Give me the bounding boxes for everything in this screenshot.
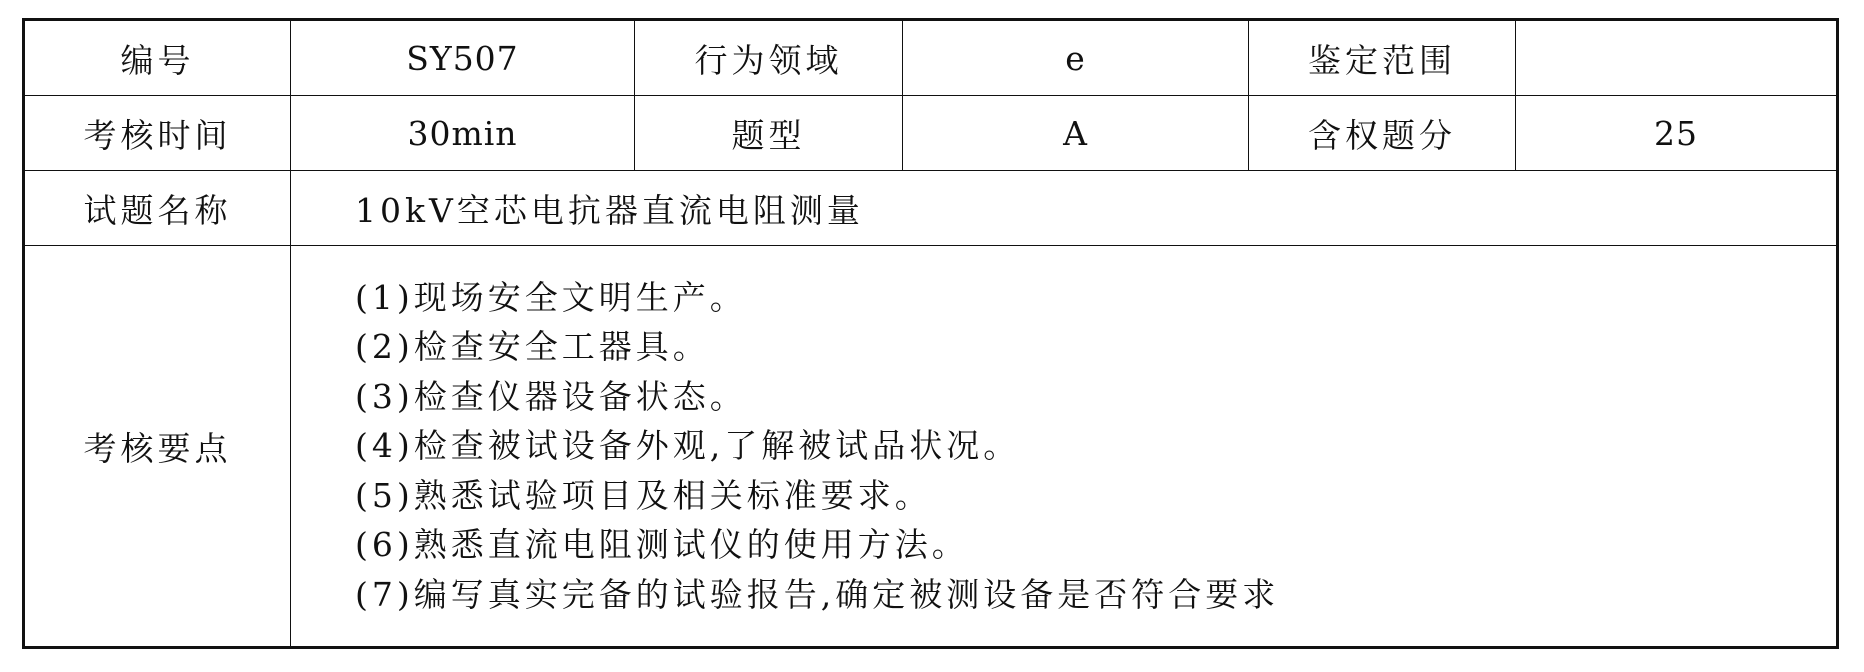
list-item: (5)熟悉试验项目及相关标准要求。	[355, 475, 932, 515]
table-row	[24, 20, 1838, 96]
scope-label: 鉴定范围	[1249, 20, 1516, 96]
list-item: (2)检查安全工器具。	[355, 327, 710, 367]
code-label: 编号	[24, 20, 291, 96]
weight-label: 含权题分	[1249, 96, 1516, 171]
type-label: 题型	[635, 96, 903, 171]
list-item: (4)检查被试设备外观,了解被试品状况。	[355, 426, 1021, 466]
title-value: 10kV空芯电抗器直流电阻测量	[291, 171, 1838, 246]
points-cell	[291, 246, 1838, 648]
table-row	[24, 96, 1838, 171]
list-item: (1)现场安全文明生产。	[355, 277, 747, 317]
time-value: 30min	[291, 96, 635, 171]
scope-value	[1516, 20, 1838, 96]
assessment-table	[22, 18, 1839, 649]
list-item: (3)检查仪器设备状态。	[355, 376, 747, 416]
list-item: (7)编写真实完备的试验报告,确定被测设备是否符合要求	[355, 574, 1280, 614]
points-label: 考核要点	[24, 246, 291, 648]
code-value: SY507	[291, 20, 635, 96]
domain-label: 行为领域	[635, 20, 903, 96]
domain-value: e	[903, 20, 1249, 96]
time-label: 考核时间	[24, 96, 291, 171]
points-list	[355, 273, 1836, 620]
table-row	[24, 246, 1838, 648]
list-item: (6)熟悉直流电阻测试仪的使用方法。	[355, 525, 969, 565]
weight-value: 25	[1516, 96, 1838, 171]
table-row	[24, 171, 1838, 246]
type-value: A	[903, 96, 1249, 171]
title-label: 试题名称	[24, 171, 291, 246]
